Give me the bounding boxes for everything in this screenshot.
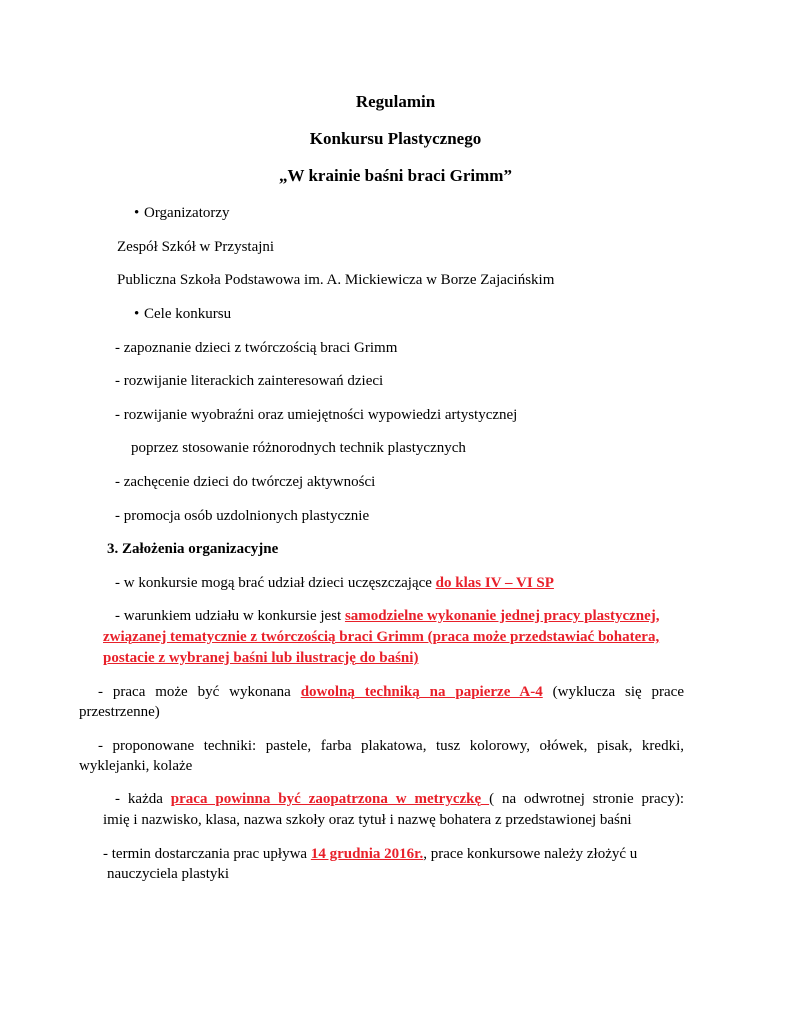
highlight-text: postacie z wybranej baśni lub ilustrację do baśni) bbox=[103, 650, 419, 666]
title-konkursu: Konkursu Plastycznego bbox=[309, 129, 482, 148]
organizer-line-1: Zespół Szkół w Przystajni bbox=[117, 239, 275, 255]
title-regulamin: Regulamin bbox=[355, 92, 436, 111]
organizers-heading bbox=[134, 203, 230, 223]
title-contest-name: „W krainie baśni braci Grimm” bbox=[279, 166, 512, 185]
highlight-text: do klas IV – VI SP bbox=[435, 575, 554, 591]
assumptions-heading: 3. Założenia organizacyjne bbox=[107, 541, 279, 557]
assumption-paragraph-4: - proponowane techniki: pastele, farba plakatowa, tusz kolorowy, ołówek, pisak, kredki, bbox=[98, 738, 684, 754]
assumption-paragraph-6 bbox=[103, 844, 637, 864]
highlight-text: praca powinna być zaopatrzona w metryczkę bbox=[170, 791, 490, 807]
text: - każda bbox=[115, 791, 171, 807]
text: - praca może być wykonana bbox=[98, 684, 301, 700]
goal-item: - rozwijanie wyobraźni oraz umiejętności wypowiedzi artystycznej bbox=[115, 407, 518, 423]
text: - w konkursie mogą brać udział dzieci uczęszczające bbox=[115, 575, 436, 591]
goals-heading bbox=[134, 304, 231, 324]
goal-item: - zapoznanie dzieci z twórczością braci Grimm bbox=[115, 340, 398, 356]
assumption-paragraph-5-line-2: imię i nazwisko, klasa, nazwa szkoły oraz tytuł i nazwę bohatera z przedstawionej baśni bbox=[103, 812, 632, 828]
assumption-paragraph-3-line-2: przestrzenne) bbox=[79, 704, 160, 720]
text: ( na odwrotnej stronie pracy): bbox=[489, 791, 685, 807]
text: - warunkiem udziału w konkursie jest bbox=[115, 608, 345, 624]
goals-heading-text: Cele konkursu bbox=[144, 306, 232, 322]
bullet-icon: • bbox=[134, 306, 140, 322]
goal-item: - zachęcenie dzieci do twórczej aktywności bbox=[115, 474, 376, 490]
highlight-text: 14 grudnia 2016r. bbox=[310, 846, 424, 862]
highlight-text: związanej tematycznie z twórczością braci Grimm (praca może przedstawiać bohatera, bbox=[103, 629, 660, 645]
highlight-text: dowolną techniką na papierze A-4 bbox=[300, 684, 543, 700]
assumption-paragraph-3 bbox=[98, 682, 684, 702]
goal-item: - rozwijanie literackich zainteresowań dzieci bbox=[115, 373, 384, 389]
text: , prace konkursowe należy złożyć u bbox=[423, 846, 638, 862]
organizers-heading-text: Organizatorzy bbox=[144, 205, 230, 221]
highlight-text: samodzielne wykonanie jednej pracy plastycznej, bbox=[344, 608, 660, 624]
bullet-icon: • bbox=[134, 205, 140, 221]
organizer-line-2: Publiczna Szkoła Podstawowa im. A. Mickiewicza w Borze Zajacińskim bbox=[117, 272, 555, 288]
assumption-paragraph-2 bbox=[115, 606, 660, 626]
assumption-paragraph-2-line-3 bbox=[103, 648, 418, 668]
goal-item-continuation: poprzez stosowanie różnorodnych technik plastycznych bbox=[131, 440, 466, 456]
assumption-paragraph-5 bbox=[115, 789, 684, 809]
text: (wyklucza się prace bbox=[542, 684, 685, 700]
assumption-paragraph-2-line-2 bbox=[103, 627, 659, 647]
assumption-paragraph-4-line-2: wyklejanki, kolaże bbox=[79, 758, 193, 774]
goal-item: - promocja osób uzdolnionych plastycznie bbox=[115, 508, 370, 524]
assumption-paragraph-1 bbox=[115, 573, 554, 593]
assumption-paragraph-6-line-2: nauczyciela plastyki bbox=[107, 866, 230, 882]
text: - termin dostarczania prac upływa bbox=[103, 846, 311, 862]
